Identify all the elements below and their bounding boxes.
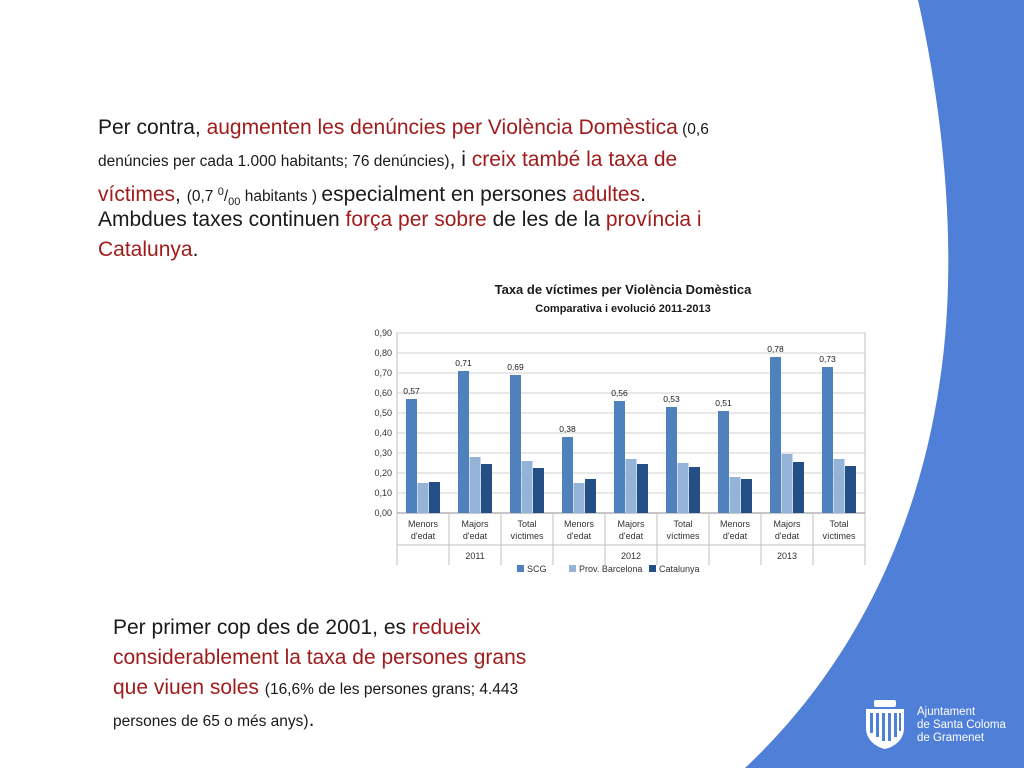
bar-prov-barcelona <box>574 483 585 513</box>
data-label: 0,38 <box>559 424 576 434</box>
bar-catalunya <box>845 466 856 513</box>
bar-scg <box>822 367 833 513</box>
bar-scg <box>666 407 677 513</box>
coat-of-arms-icon <box>862 698 908 750</box>
data-label: 0,78 <box>767 344 784 354</box>
bar-scg <box>406 399 417 513</box>
x-category-label: d'edat <box>722 531 748 541</box>
bar-prov-barcelona <box>834 459 845 513</box>
legend-swatch <box>649 565 656 572</box>
y-tick-label: 0,10 <box>374 488 392 498</box>
data-label: 0,69 <box>507 362 524 372</box>
data-label: 0,56 <box>611 388 628 398</box>
x-category-label: víctimes <box>510 531 544 541</box>
bar-catalunya <box>689 467 700 513</box>
y-tick-label: 0,30 <box>374 448 392 458</box>
chart-subtitle: Comparativa i evolució 2011-2013 <box>535 303 711 315</box>
bar-scg <box>510 375 521 513</box>
bar-prov-barcelona <box>730 477 741 513</box>
data-label: 0,71 <box>455 358 472 368</box>
bar-catalunya <box>793 462 804 513</box>
bar-catalunya <box>741 479 752 513</box>
legend-label: Catalunya <box>659 564 700 574</box>
paragraph-domestic-violence: Per contra, augmenten les denúncies per Violència Domèstica (0,6 denúncies per cada 1.000 habitants; 76 denúncies), i creix també la taxa de víctimes, (0,7 $^0/_{00}$ habitants ) especialment en persones adultes. <box>98 116 709 209</box>
bar-prov-barcelona <box>626 459 637 513</box>
paragraph-comparison: Ambdues taxes continuen força per sobre de les de la província i Catalunya. <box>98 208 702 261</box>
y-tick-label: 0,50 <box>374 408 392 418</box>
x-category-label: Menors <box>563 519 595 529</box>
legend-label: SCG <box>527 564 547 574</box>
paragraph-elderly-alone: Per primer cop des de 2001, es redueix considerablement la taxa de persones grans que viuen soles (16,6% de les persones grans; 4.443 persones de 65 o més anys). <box>113 616 527 731</box>
victims-rate-chart <box>360 270 880 585</box>
legend-label: Prov. Barcelona <box>579 564 643 574</box>
chart-title: Taxa de víctimes per Violència Domèstica <box>494 282 752 297</box>
x-category-label: Total <box>517 519 537 529</box>
bar-scg <box>458 371 469 513</box>
legend-swatch <box>569 565 576 572</box>
data-label: 0,51 <box>715 398 732 408</box>
x-category-label: d'edat <box>462 531 488 541</box>
bar-scg <box>770 357 781 513</box>
y-tick-label: 0,70 <box>374 368 392 378</box>
bar-catalunya <box>585 479 596 513</box>
legend-swatch <box>517 565 524 572</box>
x-group-label: 2012 <box>620 551 642 561</box>
x-category-label: d'edat <box>410 531 436 541</box>
x-category-label: Menors <box>407 519 439 529</box>
y-tick-label: 0,20 <box>374 468 392 478</box>
x-group-label: 2013 <box>776 551 798 561</box>
data-label: 0,73 <box>819 354 836 364</box>
x-category-label: Majors <box>773 519 801 529</box>
bar-scg <box>562 437 573 513</box>
bar-catalunya <box>481 464 492 513</box>
bar-prov-barcelona <box>678 463 689 513</box>
plot-area <box>374 328 865 574</box>
x-category-label: d'edat <box>774 531 800 541</box>
x-category-label: Majors <box>617 519 645 529</box>
y-tick-label: 0,80 <box>374 348 392 358</box>
bar-prov-barcelona <box>782 454 793 513</box>
x-category-label: Total <box>673 519 693 529</box>
y-tick-label: 0,60 <box>374 388 392 398</box>
x-category-label: d'edat <box>566 531 592 541</box>
data-label: 0,53 <box>663 394 680 404</box>
bar-catalunya <box>533 468 544 513</box>
x-category-label: Total <box>829 519 849 529</box>
bar-catalunya <box>637 464 648 513</box>
y-tick-label: 0,00 <box>374 508 392 518</box>
x-category-label: d'edat <box>618 531 644 541</box>
chart-svg <box>360 270 880 585</box>
x-category-label: Menors <box>719 519 751 529</box>
y-tick-label: 0,90 <box>374 328 392 338</box>
bar-prov-barcelona <box>418 483 429 513</box>
y-tick-label: 0,40 <box>374 428 392 438</box>
data-label: 0,57 <box>403 386 420 396</box>
x-category-label: víctimes <box>666 531 700 541</box>
bar-prov-barcelona <box>470 457 481 513</box>
x-group-label: 2011 <box>465 551 485 561</box>
bar-scg <box>614 401 625 513</box>
bar-catalunya <box>429 482 440 513</box>
logo-line-3: de Gramenet <box>917 732 985 744</box>
x-category-label: víctimes <box>822 531 856 541</box>
logo-line-1: Ajuntament <box>917 706 976 718</box>
logo-line-2: de Santa Coloma <box>917 719 1006 731</box>
bar-prov-barcelona <box>522 461 533 513</box>
ajuntament-logo <box>862 694 1012 754</box>
x-category-label: Majors <box>461 519 489 529</box>
bar-scg <box>718 411 729 513</box>
